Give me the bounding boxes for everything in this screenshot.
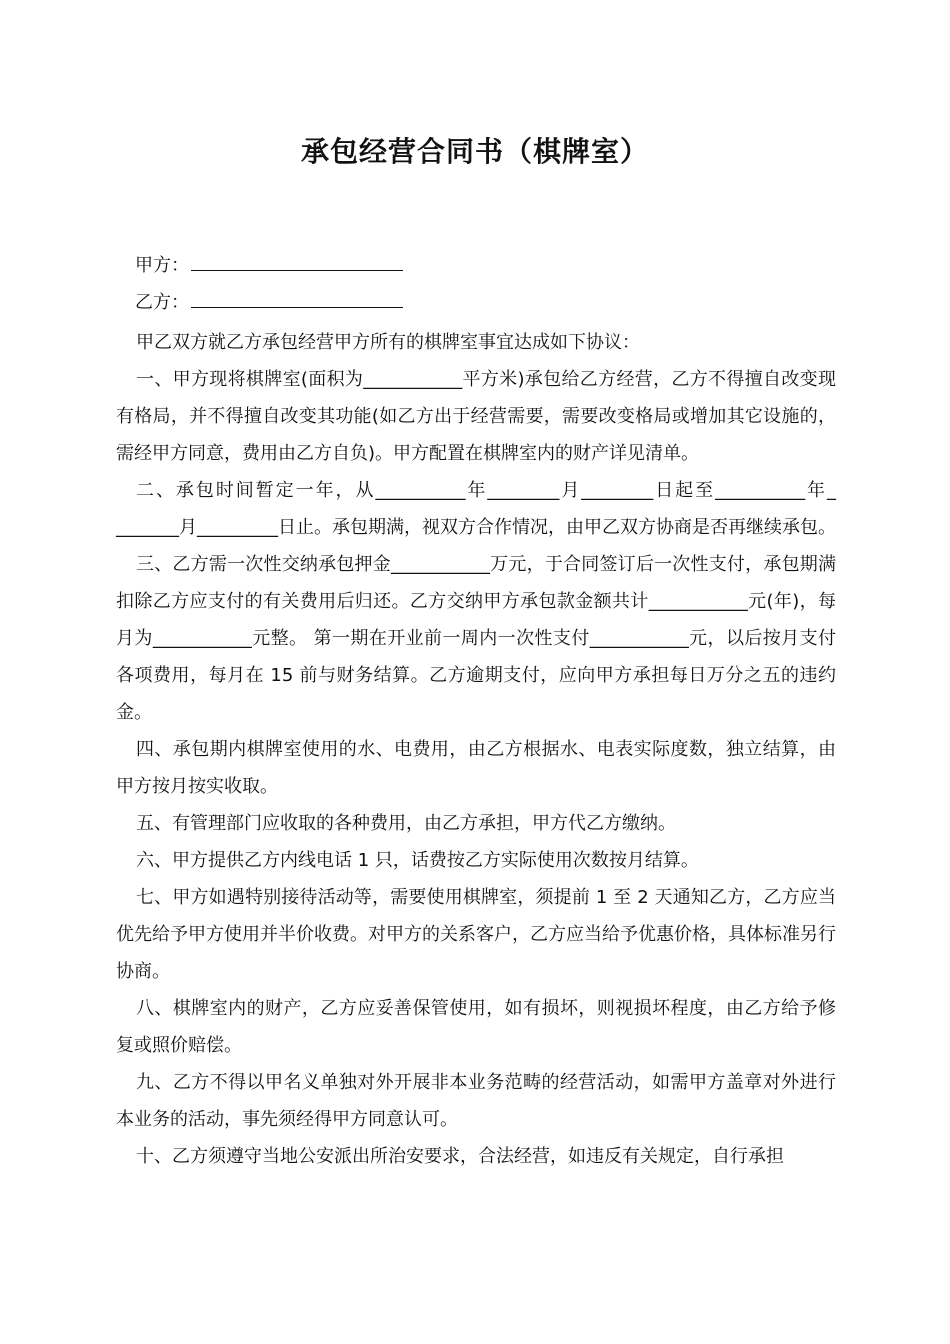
clause-1: 一、甲方现将棋牌室(面积为___________平方米)承包给乙方经营，乙方不得擅自改变现有格局，并不得擅自改变其功能(如乙方出于经营需要，需要改变格局或增加其它设施的，需经甲方同意，费用由乙方自负)。甲方配置在棋牌室内的财产详见清单。 xyxy=(116,369,836,464)
clause-2: 二、承包时间暂定一年，从__________年________月________日起至__________年_ _______月_________日止。承包期满，视双方合作情况，由甲乙双方协商是否再继续承包。 xyxy=(116,480,842,538)
clause-10: 十、乙方须遵守当地公安派出所治安要求，合法经营，如违反有关规定，自行承担 xyxy=(136,1146,784,1167)
clause-8: 八、棋牌室内的财产，乙方应妥善保管使用，如有损坏，则视损坏程度，由乙方给予修复或照价赔偿。 xyxy=(116,998,836,1056)
clause-5: 五、有管理部门应收取的各种费用，由乙方承担，甲方代乙方缴纳。 xyxy=(136,813,676,834)
contract-body xyxy=(116,324,842,1175)
clause-7: 七、甲方如遇特别接待活动等，需要使用棋牌室，须提前 1 至 2 天通知乙方，乙方应当优先给予甲方使用并半价收费。对甲方的关系客户，乙方应当给予优惠价格，具体标准另行协商。 xyxy=(116,887,836,982)
party-b-blank[interactable] xyxy=(191,289,403,308)
party-a-blank[interactable] xyxy=(191,252,403,271)
clause-3: 三、乙方需一次性交纳承包押金___________万元，于合同签订后一次性支付，承包期满扣除乙方应支付的有关费用后归还。乙方交纳甲方承包款金额共计___________元(年)，每月为___________元整。 第一期在开业前一周内一次性支付___________元，以后按月支付各项费用，每月在 15 前与财务结算。乙方逾期支付，应向甲方承担每日万分之五的违约金。 xyxy=(116,554,836,723)
intro-paragraph: 甲乙双方就乙方承包经营甲方所有的棋牌室事宜达成如下协议： xyxy=(136,332,640,353)
party-b-label: 乙方： xyxy=(135,292,189,313)
clause-4: 四、承包期内棋牌室使用的水、电费用，由乙方根据水、电表实际度数，独立结算，由甲方按月按实收取。 xyxy=(116,739,836,797)
clause-6: 六、甲方提供乙方内线电话 1 只，话费按乙方实际使用次数按月结算。 xyxy=(136,850,699,871)
document-title: 承包经营合同书（棋牌室） xyxy=(300,135,649,168)
party-a-line xyxy=(135,252,403,278)
party-b-line xyxy=(135,289,403,315)
clause-9: 九、乙方不得以甲名义单独对外开展非本业务范畴的经营活动，如需甲方盖章对外进行本业务的活动，事先须经得甲方同意认可。 xyxy=(116,1072,836,1130)
party-a-label: 甲方： xyxy=(135,255,189,276)
